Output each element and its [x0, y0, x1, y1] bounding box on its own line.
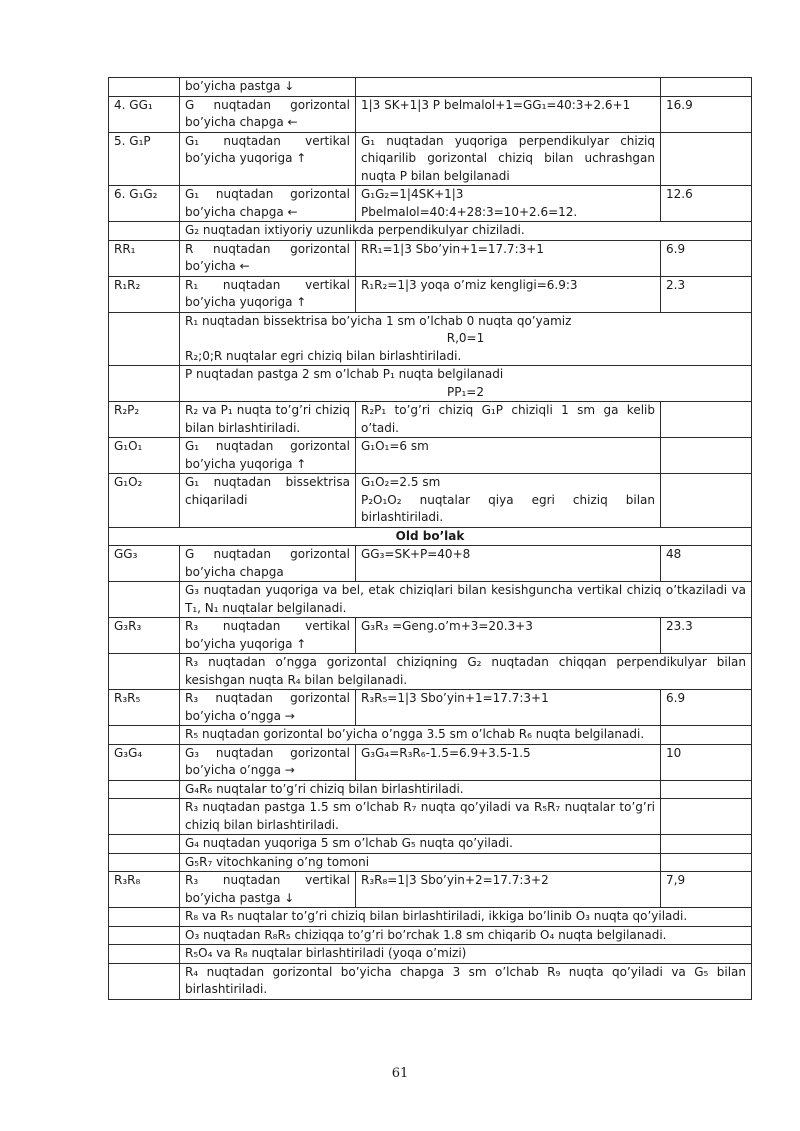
- value-cell: [661, 726, 752, 745]
- direction-cell: G nuqtadan gorizontal bo’yicha chapga ←: [180, 96, 356, 132]
- step-label-cell: G₁O₂: [109, 474, 180, 528]
- direction-cell: R₁ nuqtadan vertikal bo’yicha yuqoriga ↑: [180, 276, 356, 312]
- note-cell: R₃ nuqtadan pastga 1.5 sm o’lchab R₇ nuqta qo’yiladi va R₅R₇ nuqtalar to’g’ri chiziq bilan birlashtiriladi.: [180, 799, 661, 835]
- table-row: [109, 690, 752, 726]
- step-label-cell: [109, 963, 180, 999]
- formula-cell: [356, 744, 661, 780]
- note-cell: R₅ nuqtadan gorizontal bo’yicha o’ngga 3.5 sm o’lchab R₆ nuqta belgilanadi.: [180, 726, 661, 745]
- value-cell: [661, 474, 752, 528]
- note-cell: R₈ va R₅ nuqtalar to’g’ri chiziq bilan birlashtiriladi, ikkiga bo’linib O₃ nuqta qo’yiladi.: [180, 908, 752, 927]
- value-cell: [661, 78, 752, 97]
- step-label-cell: [109, 582, 180, 618]
- table-row: [109, 78, 752, 97]
- formula-line: RR₁=1|3 Sbo’yin+1=17.7:3+1: [361, 241, 544, 256]
- step-label-cell: [109, 853, 180, 872]
- instruction-table: [108, 77, 752, 1000]
- table-row: [109, 726, 752, 745]
- formula-cell: [356, 402, 661, 438]
- table-row: [109, 799, 752, 835]
- note-cell: R₃ nuqtadan o’ngga gorizontal chiziqning G₂ nuqtadan chiqqan perpendikulyar bilan kesishgan nuqta R₄ bilan belgilanadi.: [180, 654, 752, 690]
- formula-cell: [356, 186, 661, 222]
- step-label-cell: 4. GG₁: [109, 96, 180, 132]
- formula-cell: [356, 240, 661, 276]
- formula-line: 1|3 SK+1|3 P belmalol+1=GG₁=40:3+2.6+1: [361, 97, 631, 112]
- formula-cell: [356, 546, 661, 582]
- note-line: P nuqtadan pastga 2 sm o’lchab P₁ nuqta belgilanadi: [185, 367, 504, 381]
- note-line: R₂;0;R nuqtalar egri chiziq bilan birlashtiriladi.: [185, 348, 462, 363]
- value-cell: 2.3: [661, 276, 752, 312]
- note-cell: G₂ nuqtadan ixtiyoriy uzunlikda perpendikulyar chiziladi.: [180, 222, 752, 241]
- direction-cell: G₁ nuqtadan vertikal bo’yicha yuqoriga ↑: [180, 132, 356, 186]
- table-row: [109, 618, 752, 654]
- table-row: [109, 926, 752, 945]
- value-cell: [661, 799, 752, 835]
- formula-line: R₃R₈=1|3 Sbo’yin+2=17.7:3+2: [361, 873, 549, 887]
- value-cell: [661, 132, 752, 186]
- instruction-table-body: [109, 78, 752, 1000]
- step-label-cell: GG₃: [109, 546, 180, 582]
- table-row: [109, 963, 752, 999]
- step-label-cell: 6. G₁G₂: [109, 186, 180, 222]
- formula-line: GG₃=SK+P=40+8: [361, 547, 471, 561]
- direction-cell: G nuqtadan gorizontal bo’yicha chapga: [180, 546, 356, 582]
- table-row: [109, 744, 752, 780]
- formula-line: G₃G₄=R₃R₆-1.5=6.9+3.5-1.5: [361, 745, 531, 760]
- table-row: [109, 312, 752, 366]
- table-row: [109, 945, 752, 964]
- value-cell: 12.6: [661, 186, 752, 222]
- formula-line: P₂O₁O₂ nuqtalar qiya egri chiziq bilan birlashtiriladi.: [361, 492, 655, 524]
- step-label-cell: R₁R₂: [109, 276, 180, 312]
- formula-line: G₁ nuqtadan yuqoriga perpendikulyar chiziq chiqarilib gorizontal chiziq bilan uchrashgan nuqta P bilan belgilanadi: [361, 133, 655, 183]
- table-row: [109, 853, 752, 872]
- note-cell: G₃ nuqtadan yuqoriga va bel, etak chiziqlari bilan kesishguncha vertikal chiziq o’tkaziladi va T₁, N₁ nuqtalar belgilanadi.: [180, 582, 752, 618]
- note-cell: O₃ nuqtadan R₈R₅ chiziqqa to’g’ri bo’rchak 1.8 sm chiqarib O₄ nuqta belgilanadi.: [180, 926, 752, 945]
- step-label-cell: R₂P₂: [109, 402, 180, 438]
- formula-line: G₁O₁=6 sm: [361, 439, 429, 453]
- table-row: [109, 186, 752, 222]
- note-line: R,0=1: [446, 331, 485, 345]
- step-label-cell: G₃G₄: [109, 744, 180, 780]
- step-label-cell: G₁O₁: [109, 438, 180, 474]
- direction-cell: R nuqtadan gorizontal bo’yicha ←: [180, 240, 356, 276]
- table-row: [109, 438, 752, 474]
- step-label-cell: [109, 780, 180, 799]
- value-cell: [661, 402, 752, 438]
- page-number: 61: [391, 1066, 409, 1081]
- direction-cell: R₃ nuqtadan vertikal bo’yicha pastga ↓: [180, 872, 356, 908]
- table-row: [109, 222, 752, 241]
- direction-cell: G₃ nuqtadan gorizontal bo’yicha o’ngga →: [180, 744, 356, 780]
- note-line: R₁ nuqtadan bissektrisa bo’yicha 1 sm o’lchab 0 nuqta qo’yamiz: [185, 313, 572, 328]
- step-label-cell: [109, 366, 180, 402]
- table-row: [109, 132, 752, 186]
- step-label-cell: G₃R₃: [109, 618, 180, 654]
- formula-cell: [356, 474, 661, 528]
- table-row: [109, 96, 752, 132]
- step-label-cell: [109, 726, 180, 745]
- direction-cell: G₁ nuqtadan gorizontal bo’yicha yuqoriga ↑: [180, 438, 356, 474]
- step-label-cell: 5. G₁P: [109, 132, 180, 186]
- formula-cell: [356, 438, 661, 474]
- step-label-cell: [109, 908, 180, 927]
- table-row: [109, 780, 752, 799]
- note-cell: G₄ nuqtadan yuqoriga 5 sm o’lchab G₅ nuqta qo’yiladi.: [180, 835, 661, 854]
- note-cell: G₅R₇ vitochkaning o’ng tomoni: [180, 853, 661, 872]
- note-cell: [180, 366, 752, 402]
- formula-line: G₁O₂=2.5 sm: [361, 475, 441, 489]
- direction-cell: G₁ nuqtadan bissektrisa chiqariladi: [180, 474, 356, 528]
- table-row: [109, 654, 752, 690]
- formula-cell: [356, 618, 661, 654]
- value-cell: 16.9: [661, 96, 752, 132]
- direction-cell: R₃ nuqtadan gorizontal bo’yicha o’ngga →: [180, 690, 356, 726]
- value-cell: [661, 853, 752, 872]
- direction-cell: R₃ nuqtadan vertikal bo’yicha yuqoriga ↑: [180, 618, 356, 654]
- formula-line: G₁G₂=1|4SK+1|3 Pbelmalol=40:4+28:3=10+2.6=12.: [361, 187, 578, 219]
- formula-cell: [356, 690, 661, 726]
- formula-cell: [356, 132, 661, 186]
- value-cell: [661, 835, 752, 854]
- table-row: [109, 366, 752, 402]
- step-label-cell: R₃R₅: [109, 690, 180, 726]
- formula-line: R₂P₁ to’g’ri chiziq G₁P chiziqli 1 sm ga kelib o’tadi.: [361, 403, 655, 435]
- formula-cell: [356, 78, 661, 97]
- table-row: [109, 908, 752, 927]
- table-row: [109, 582, 752, 618]
- value-cell: [661, 438, 752, 474]
- step-label-cell: [109, 222, 180, 241]
- note-cell: R₅O₄ va R₈ nuqtalar birlashtiriladi (yoqa o’mizi): [180, 945, 752, 964]
- table-row: [109, 240, 752, 276]
- table-row: [109, 474, 752, 528]
- step-label-cell: [109, 945, 180, 964]
- note-line: PP₁=2: [447, 384, 484, 399]
- note-cell: [180, 312, 752, 366]
- table-row: [109, 276, 752, 312]
- step-label-cell: [109, 78, 180, 97]
- formula-line: R₁R₂=1|3 yoqa o’miz kengligi=6.9:3: [361, 277, 578, 292]
- section-title: Old bo’lak: [109, 527, 752, 546]
- note-cell: R₄ nuqtadan gorizontal bo’yicha chapga 3 sm o’lchab R₉ nuqta qo’yiladi va G₅ bilan birlashtiriladi.: [180, 963, 752, 999]
- formula-line: G₃R₃ =Geng.o’m+3=20.3+3: [361, 619, 533, 633]
- formula-cell: [356, 96, 661, 132]
- value-cell: 6.9: [661, 240, 752, 276]
- step-label-cell: [109, 799, 180, 835]
- step-label-cell: [109, 312, 180, 366]
- table-row: [109, 835, 752, 854]
- step-label-cell: [109, 835, 180, 854]
- direction-cell: G₁ nuqtadan gorizontal bo’yicha chapga ←: [180, 186, 356, 222]
- direction-cell: R₂ va P₁ nuqta to’g’ri chiziq bilan birlashtiriladi.: [180, 402, 356, 438]
- value-cell: 10: [661, 744, 752, 780]
- value-cell: [661, 780, 752, 799]
- formula-line: R₃R₅=1|3 Sbo’yin+1=17.7:3+1: [361, 691, 549, 705]
- value-cell: 7,9: [661, 872, 752, 908]
- table-row: [109, 546, 752, 582]
- formula-cell: [356, 872, 661, 908]
- formula-cell: [356, 276, 661, 312]
- step-label-cell: [109, 654, 180, 690]
- value-cell: 23.3: [661, 618, 752, 654]
- section-header-row: [109, 527, 752, 546]
- value-cell: 48: [661, 546, 752, 582]
- table-row: [109, 402, 752, 438]
- note-cell: G₄R₆ nuqtalar to’g’ri chiziq bilan birlashtiriladi.: [180, 780, 661, 799]
- value-cell: 6.9: [661, 690, 752, 726]
- step-label-cell: RR₁: [109, 240, 180, 276]
- table-row: [109, 872, 752, 908]
- step-label-cell: [109, 926, 180, 945]
- step-label-cell: R₃R₈: [109, 872, 180, 908]
- direction-cell: bo’yicha pastga ↓: [180, 78, 356, 97]
